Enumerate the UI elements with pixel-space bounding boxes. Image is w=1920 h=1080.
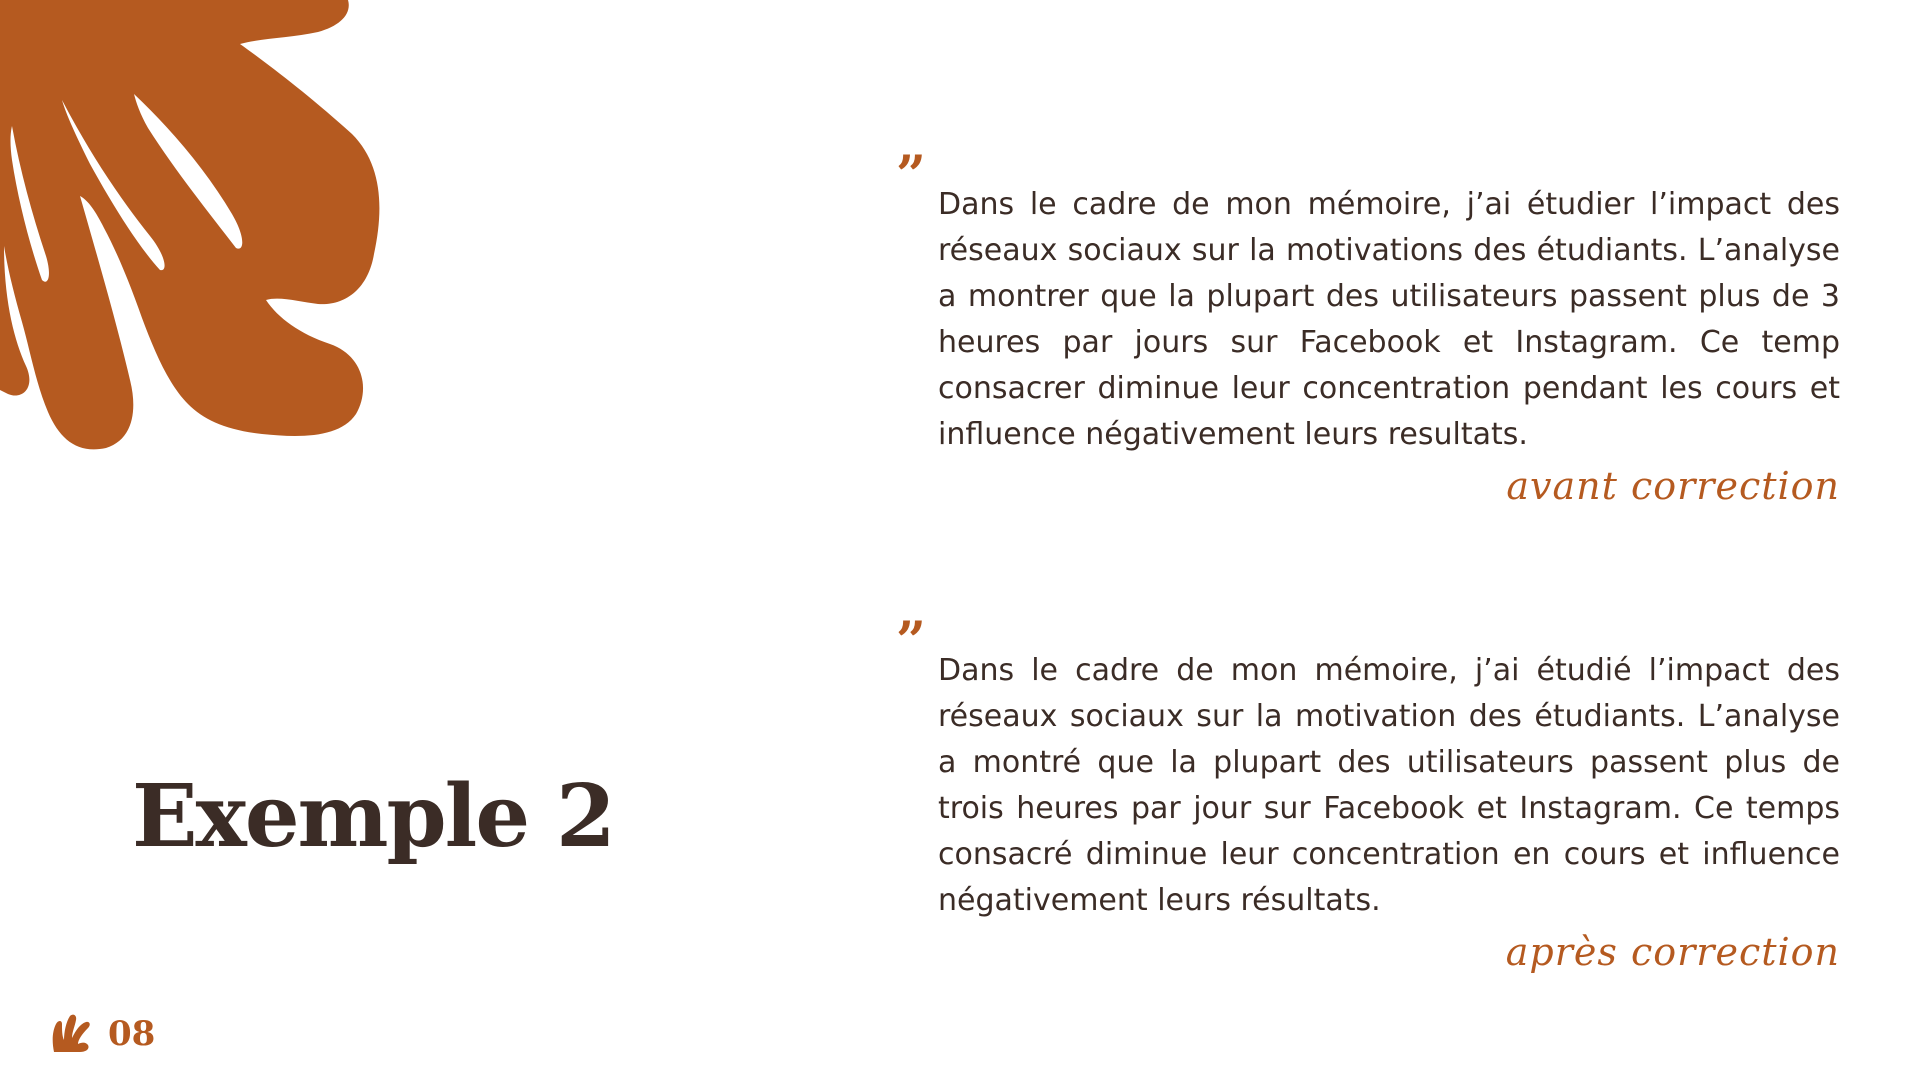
example-before-caption: avant correction (1506, 464, 1840, 508)
page-number: 08 (108, 1014, 156, 1054)
quote-mark-icon: ” (896, 145, 926, 206)
example-before-block (896, 145, 1840, 508)
example-after-caption: après correction (1505, 930, 1840, 974)
quote-mark-icon: ” (896, 611, 926, 672)
example-after-text: Dans le cadre de mon mémoire, j’ai étudié l’impact des réseaux sociaux sur la motivation des étudiants. L’analyse a montré que la plupart des utilisateurs passent plus de trois heures par jour sur Facebook et Instagram. Ce temps consacré diminue leur concentration en cours et influence négativement leurs résultats. (938, 653, 1840, 918)
example-before-text: Dans le cadre de mon mémoire, j’ai étudier l’impact des réseaux sociaux sur la motivations des étudiants. L’analyse a montrer que la plupart des utilisateurs passent plus de 3 heures par jours sur Facebook et Instagram. Ce temp consacrer diminue leur concentration pendant les cours et influence négativement leurs resultats. (938, 187, 1840, 452)
slide-footer (48, 1012, 155, 1056)
example-after-block (896, 611, 1840, 974)
coral-leaf-icon (48, 1012, 92, 1056)
coral-leaf-decoration (0, 0, 390, 460)
slide-title: Exemple 2 (132, 766, 614, 867)
